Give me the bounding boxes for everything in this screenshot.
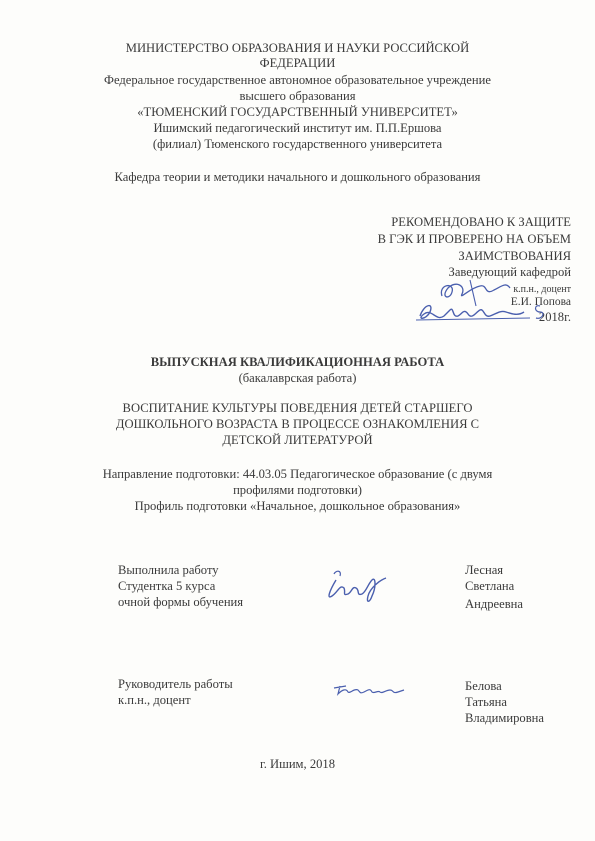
- author-name-2: Светлана: [465, 579, 515, 593]
- author-name-3: Андреевна: [465, 597, 523, 611]
- branch-line-2: (филиал) Тюменского государственного университета: [152, 137, 443, 151]
- supervisor-name-3: Владимировна: [465, 711, 544, 725]
- institution-line-1: Федеральное государственное автономное образовательное учреждение: [104, 73, 491, 87]
- city-year: г. Ишим, 2018: [259, 757, 336, 771]
- direction-line-2: профилями подготовки): [233, 483, 362, 497]
- supervisor-name-1: Белова: [465, 679, 502, 693]
- approval-line-2: В ГЭК И ПРОВЕРЕНО НА ОБЪЕМ: [377, 232, 571, 246]
- direction-line-1: Направление подготовки: 44.03.05 Педагогическое образование (с двумя: [102, 467, 493, 481]
- approval-line-5: к.п.н., доцент: [513, 284, 571, 295]
- approval-year: 2018г.: [538, 310, 571, 324]
- approval-line-1: РЕКОМЕНДОВАНО К ЗАЩИТЕ: [391, 215, 571, 229]
- author-name-1: Лесная: [465, 563, 504, 577]
- author-label-1: Выполнила работу: [118, 563, 219, 577]
- ministry-line-1: МИНИСТЕРСТВО ОБРАЗОВАНИЯ И НАУКИ РОССИЙСКОЙ: [125, 41, 470, 55]
- approval-line-4: Заведующий кафедрой: [448, 265, 571, 279]
- supervisor-label-2: к.п.н., доцент: [118, 693, 191, 707]
- department-name: Кафедра теории и методики начального и дошкольного образования: [114, 170, 481, 184]
- supervisor-name-2: Татьяна: [465, 695, 508, 709]
- branch-line-1: Ишимский педагогический институт им. П.П.Ершова: [153, 121, 442, 135]
- supervisor-signature-image: [330, 678, 410, 700]
- author-signature-image: [322, 566, 392, 606]
- approval-line-6: Е.И. Попова: [510, 296, 571, 308]
- approval-line-3: ЗАИМСТВОВАНИЯ: [458, 249, 571, 263]
- ministry-line-2: ФЕДЕРАЦИИ: [259, 56, 336, 70]
- institution-line-2: высшего образования: [239, 89, 356, 103]
- supervisor-label-1: Руководитель работы: [118, 677, 233, 691]
- author-label-3: очной формы обучения: [118, 595, 244, 609]
- work-type: ВЫПУСКНАЯ КВАЛИФИКАЦИОННАЯ РАБОТА: [150, 355, 445, 369]
- work-title-line-2: ДОШКОЛЬНОГО ВОЗРАСТА В ПРОЦЕССЕ ОЗНАКОМЛЕНИЯ С: [115, 417, 480, 431]
- head-signature-image: [410, 276, 550, 326]
- work-title-line-3: ДЕТСКОЙ ЛИТЕРАТУРОЙ: [222, 433, 373, 447]
- work-title-line-1: ВОСПИТАНИЕ КУЛЬТУРЫ ПОВЕДЕНИЯ ДЕТЕЙ СТАРШЕГО: [122, 401, 473, 415]
- university-name: «ТЮМЕНСКИЙ ГОСУДАРСТВЕННЫЙ УНИВЕРСИТЕТ»: [137, 105, 458, 119]
- profile-line: Профиль подготовки «Начальное, дошкольное образования»: [134, 499, 461, 513]
- author-label-2: Студентка 5 курса: [118, 579, 216, 593]
- work-subtype: (бакалаврская работа): [238, 371, 357, 385]
